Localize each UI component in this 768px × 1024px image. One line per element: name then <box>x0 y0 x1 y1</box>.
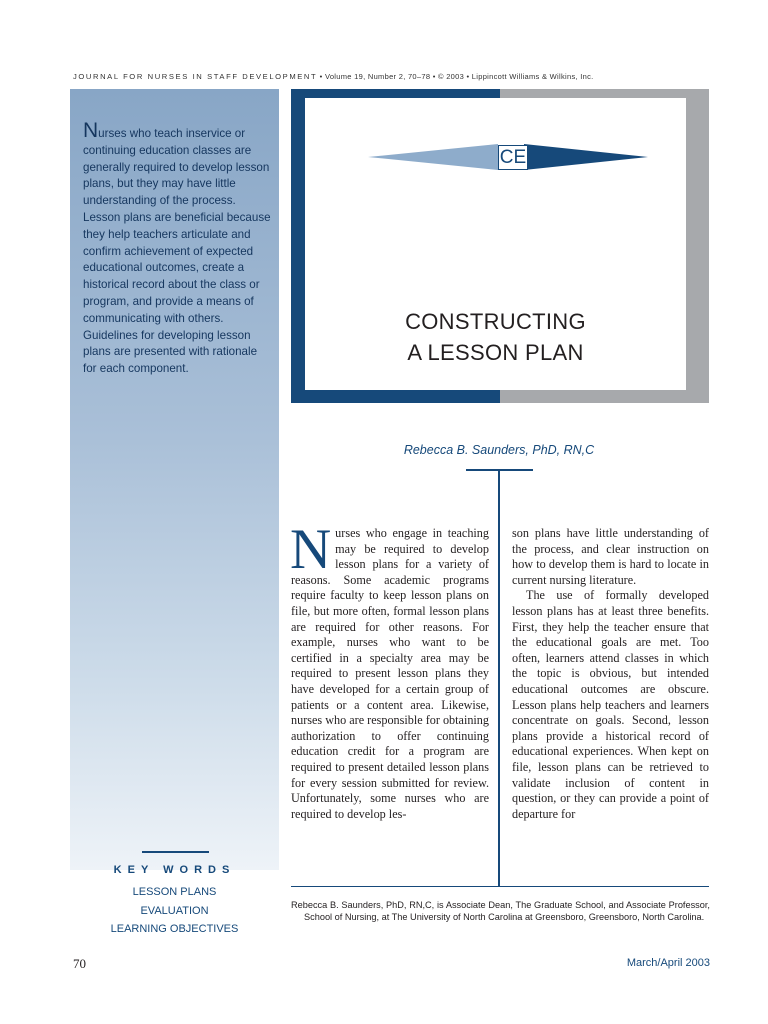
drop-cap: N <box>290 518 332 581</box>
title-panel <box>305 98 686 390</box>
abstract-text: urses who teach inservice or continuing education classes are generally required to develop lesson plans, but they may have little understanding of the process. Lesson plans are beneficial because they help teachers articulate and confirm achievement of expected educational outcomes, create a historical record about the class or program, and provide a means of communicating with others. Guidelines for developing lesson plans are presented with rationale for each component. <box>83 127 271 376</box>
author-byline: Rebecca B. Saunders, PhD, RN,C <box>403 443 595 457</box>
issue-details: • Volume 19, Number 2, 70–78 • © 2003 • Lippincott Williams & Wilkins, Inc. <box>319 72 594 81</box>
keyword-item: LESSON PLANS <box>132 886 217 898</box>
keywords-title: KEY WORDS <box>113 864 236 876</box>
keyword-item: LEARNING OBJECTIVES <box>110 923 239 935</box>
column-rule <box>498 469 500 886</box>
col2-paragraph-1: son plans have little understanding of the process, and clear instruction on how to develop them is hard to locate in current nursing literature. <box>512 526 709 587</box>
body-column-2 <box>512 526 709 822</box>
col1-text: urses who engage in teaching may be required to develop lesson plans for a variety of reasons. Some academic programs require faculty to keep lesson plans on file, but more often, formal lesson plans are required for other reasons. For example, nurses who want to be certified in a specialty area may be required to present lesson plans they have developed for a certain group of patients or a content area. Likewise, nurses who are responsible for obtaining authorization to offer continuing education credit for a program are required to present detailed lesson plans for every session submitted for review. Unfortunately, some nurses who are required to develop les- <box>291 526 489 821</box>
body-column-1 <box>290 518 489 822</box>
title-line-2: A LESSON PLAN <box>407 340 584 365</box>
keywords-rule <box>142 851 209 853</box>
running-header <box>73 72 713 81</box>
title-line-1: CONSTRUCTING <box>405 309 586 334</box>
page-number: 70 <box>73 956 86 971</box>
ce-badge: CE <box>499 147 527 168</box>
article-title <box>305 306 686 368</box>
keyword-item: EVALUATION <box>140 904 209 917</box>
issue-date: March/April 2003 <box>626 957 710 969</box>
author-footnote <box>291 899 710 923</box>
right-wing-shape <box>524 144 648 170</box>
col2-paragraph-2: The use of formally developed lesson plans has at least three benefits. First, they help the teacher ensure that the educational goals are met. Too often, learners attend classes in which the topic is obvious, but intended educational outcomes are obscure. Lesson plans help teachers and learners concentrate on goals. Second, lesson plans provide a historical record of educational experiences. When kept on file, lesson plans can be retrieved to validate inclusion of content in question, or they can provide a point of departure for <box>512 588 709 821</box>
footnote-text: Rebecca B. Saunders, PhD, RN,C, is Associate Dean, The Graduate School, and Associate Professor, School of Nursing, at The University of North Carolina at Greensboro, Greensboro, North Carolina. <box>291 900 710 923</box>
journal-name: JOURNAL FOR NURSES IN STAFF DEVELOPMENT <box>73 72 318 81</box>
footnote-rule <box>291 886 709 887</box>
abstract <box>83 119 271 378</box>
abstract-initial: N <box>83 119 99 142</box>
left-wing-shape <box>368 144 498 170</box>
keywords-list <box>70 883 279 939</box>
title-frame <box>291 89 709 403</box>
